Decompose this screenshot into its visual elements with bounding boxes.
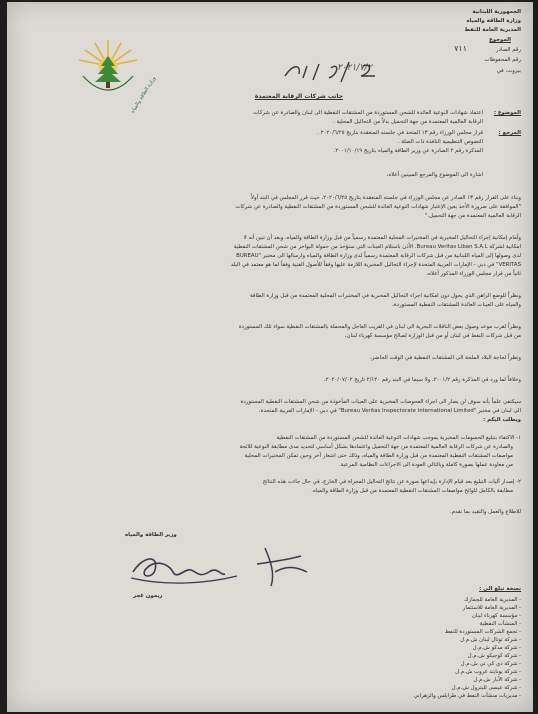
subject-line-1: اعتماد شهادات النوعية العائدة للشحن المستوردة من المشتقات النفطية الى لبنان والصادرة عن شركات — [252, 110, 483, 116]
item-1-line-4: من معاودة عملها بصورة كاملة وبالتالي العودة الى الاجراءات النظامية المرعية. — [338, 462, 513, 468]
minister-signature — [125, 542, 317, 594]
paragraph-4-line-2: من قبل شركات النفط في لبنان أو من قبل الوزارة لصالح مؤسسة كهرباء لبنان، — [344, 333, 521, 339]
paragraph-4-line-1: ونظراً لقرب موعد وصول بعض الناقلات البحرية الى لبنان في القريب العاجل والمحملة بالمشتقات النفطية سواء تلك المستوردة — [238, 324, 521, 330]
header-country: الجمهورية اللبنانية — [472, 9, 521, 15]
reference-line-3: المذكرة رقم ٢ الصادرة عن وزير الطاقة والمياه بتاريخ ٢٠٠١/١٠/١٩. — [333, 148, 483, 154]
paragraph-7-line-1: سيكتفي علماً بأنه سوف لن يصار الى اجراء الفحوصات المخبرية على العينات المأخوذة من شحن المشتقات النفطية المستوردة — [240, 399, 521, 405]
paragraph-1-line-1: وبناء على القرار رقم ١٣ الصادر عن مجلس الوزراء في جلسته المنعقدة بتاريخ ٢٠٢٠/٦/٢٥، حيث قرر المجلس في البند أولاً — [250, 195, 521, 201]
paragraph-2-line-1: وأمام إمكانية إجراء التحاليل المخبرية في المختبرات المحلية المعتمدة رسمياً من قبل وزارة الطاقة والمياه، وبعد أن تبين أنه لا — [243, 235, 521, 241]
copies-item: - شركة كوجيكو ش.م.ل — [467, 653, 521, 659]
cedar-emblem-icon — [73, 36, 143, 106]
reference-line-2: النصوص التنظيمية النافذة ذات الصلة . — [397, 139, 483, 145]
paragraph-3-line-2: والمياه على العينات العائدة للمشتقات النفطية المستوردة، — [392, 302, 521, 308]
dossier-label: رقم المحفوظات — [484, 57, 521, 63]
paragraph-7-line-2: الى لبنان في مختبر "Bureau Veritas Inspectorate International Limited" في دبي - الإمارات العربية المتحدة، — [258, 408, 521, 414]
paragraph-2-line-5: ثانياً من قرار مجلس الوزراء المذكور أعلاه، — [426, 271, 521, 277]
copies-item: - مؤسسة كهرباء لبنان — [471, 613, 521, 619]
copies-heading: نسخة تبلغ الى : — [479, 586, 521, 592]
copies-item: - شركة دي كي تي ش.م.ل — [460, 661, 521, 667]
paragraph-2-line-4: VERITAS" في دبي - الإمارات العربية المتحدة لإجراء التحاليل المخبرية اللازمة عليها وفقاً للأصول الفنية وفقاً لما هو معتمد في البلد — [230, 262, 521, 268]
item-1-line-1: ١- الاكتفاء بتبليغ الحسومات المخبرية بموجب شهادات النوعية العائدة للشحن المستوردة من المشتقات النفطية — [276, 435, 521, 441]
paragraph-2-line-2: امكانية لشركة Bureau Veritas Liban S.A.L. الأذن باستلام العينات التي ستؤخذ من حمولة البواخر من شحن المشتقات النفطية — [233, 244, 521, 250]
header-badge: الموجوع — [489, 37, 511, 43]
copies-item: - مديريات منشآت النفط في طرابلس والزهراني — [413, 693, 521, 699]
reference-line-1: قرار مجلس الوزراء رقم ١٣ المتخذ في جلسته المنعقدة بتاريخ ٢٠٢٠/٦/٢٥ . — [317, 130, 483, 136]
addressee: جانب شركات الرقابة المعتمدة — [254, 93, 343, 100]
paragraph-7-line-3: ويطلب اليكم : — [483, 417, 521, 423]
paragraph-6-line-1: وخلافاً لما ورد في المذكرة رقم ٢٠٠١/٢، ولا سيما في البند رقم ٢/١٢٠ تاريخ ٢٠٢٠/٠٧/٠٢، — [323, 377, 521, 383]
paragraph-1-line-2: "الموافقة على ضرورة الأخذ بعين الإعتبار شهادات النوعية العائدة للشحن المستوردة من المشتقات النفطية والصادرة عن شركات — [235, 204, 521, 210]
document-page — [7, 2, 533, 712]
copies-item: - شركة توتال لبنان ش.م.ل — [460, 637, 521, 643]
item-1-line-3: مواصفات المشتقات النفطية المعتمدة من قبل وزارة الطاقة والمياه، وذلك حتى اشعار آخر وحين تمكن المختبرات المحلية — [244, 453, 513, 459]
copies-item: - شركة يونايتد غروب ش.م.ل — [455, 669, 521, 675]
signature-title: وزير الطاقة والمياه — [125, 532, 177, 538]
header-ministry: وزارة الطاقة والمياه — [466, 18, 521, 24]
copies-item: - المديرية العامة للجمارك — [464, 597, 521, 603]
reference-label: المرجع : — [498, 130, 521, 136]
paragraph-2-line-3: لدى وصولها إلى المياه اللبنانية من قبل شركات الرقابة المعتمدة رسمياً لدى وزارة الطاقة والمياه وارسالها الى مختبر "BUREAU — [236, 253, 521, 259]
copies-item: - المنشآت النفطية — [479, 621, 521, 627]
item-2-line-2: مطابقة بالكامل للوائح مواصفات المشتقات النفطية المعتمدة من قبل وزارة الطاقة والمياه. — [311, 488, 513, 494]
ref-number: ٧١١ — [454, 44, 467, 53]
copies-item: - شركة عيسى للبترول ش.م.ل — [451, 685, 521, 691]
copies-item: - المديرية العامة للاستثمار — [462, 605, 521, 611]
date-label: بيروت، في — [496, 68, 521, 74]
paragraph-3-line-1: ونظراً للوضع الراهن الذي يحول دون امكانية اجراء التحاليل المخبرية في المختبرات المحلية المعتمدة من قبل وزارة الطاقة — [250, 293, 521, 299]
copies-item: - شركة الآبار ش.م.ل — [473, 677, 521, 683]
logo-arc-text: وزارة الطاقة والمياه — [129, 75, 158, 115]
subject-label: الموضوع : — [493, 110, 521, 116]
closing-line: للاطلاع والعمل والتقيد بما تقدم. — [450, 509, 521, 515]
item-1-line-2: والصادرة عن شركات الرقابة العالمية المعتمدة من جهة التحميل واعتمادها بشكل أساسي لتحديد مدى مطابقة النوعية للائحة — [239, 444, 513, 450]
ref-label: رقم الصادر — [496, 47, 521, 53]
signature-name: ريمون غجر — [133, 593, 163, 599]
subject-line-2: الرقابة العالمية المعتمدة من جهة التحميل بدلاً من التحاليل المحلية . — [333, 119, 483, 125]
copies-item: - تجمع الشركات المستوردة للنفط — [444, 629, 521, 635]
copies-item: - شركة مدكو ش.م.ل — [472, 645, 521, 651]
paragraph-1-line-3: الرقابة العالمية المعتمدة من جهة التحميل." — [424, 213, 521, 219]
greeting: اشارة الى الموضوع والمرجع المبينين أعلاه، — [386, 172, 483, 178]
item-2-line-1: ٢- إصدار آليات التبليغ بعد قيام الإدارة بإيداعها صورة عن نتائج التحاليل المجراة في الخارج، في حال جاءت هذه النتائج — [262, 479, 521, 485]
header-directorate: المديرية العامة للنفط — [464, 27, 521, 33]
date-value: ٢٠٢١/٧/٢ — [337, 63, 373, 73]
paragraph-5-line-1: ونظراً لحاجة البلاد الملحة الى المشتقات النفطية في الوقت الحاضر، — [370, 355, 521, 361]
